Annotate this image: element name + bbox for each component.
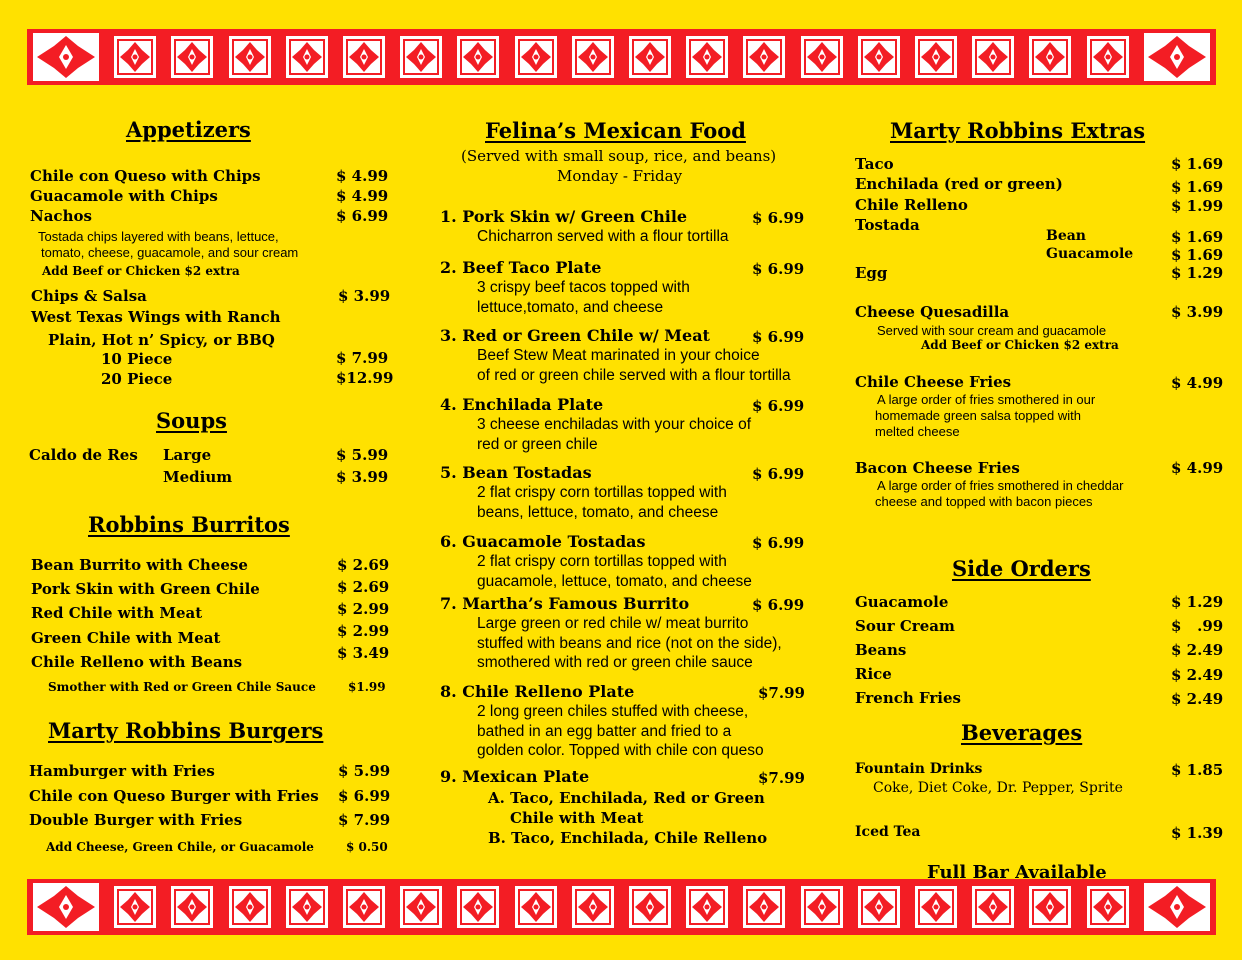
menu-item-price: $ 4.99: [1171, 459, 1224, 477]
plate-description: stuffed with beans and rice (not on the side),: [477, 634, 782, 652]
menu-item-price: $ 2.69: [337, 578, 390, 596]
menu-item-price: $ 1.39: [1171, 824, 1224, 842]
border-ornament-tile: [741, 884, 787, 930]
border-ornament-tile: [341, 884, 387, 930]
plate-price: $ 6.99: [752, 328, 805, 346]
plate-description: 2 flat crispy corn tortillas topped with: [477, 484, 727, 501]
item-description: A large order of fries smothered in our: [877, 392, 1096, 407]
menu-item-price: $ .99: [1171, 617, 1224, 635]
wings-flavors: Plain, Hot n’ Spicy, or BBQ: [48, 331, 275, 349]
menu-item-price: $ 4.99: [336, 167, 389, 185]
plate-name: 8. Chile Relleno Plate: [440, 682, 635, 701]
menu-item-price: $ 2.49: [1171, 690, 1224, 708]
plate-price: $ 6.99: [752, 465, 805, 483]
plate-price: $ 6.99: [752, 397, 805, 415]
bottom-decorative-border: [27, 879, 1216, 935]
item-note: Add Beef or Chicken $2 extra: [42, 264, 240, 278]
menu-item-name: Iced Tea: [855, 824, 921, 840]
menu-item-price: $ 4.99: [1171, 374, 1224, 392]
menu-item-price: $ 1.29: [1171, 264, 1224, 282]
plate-description: 3 crispy beef tacos topped with: [477, 279, 690, 296]
border-ornament-tile: [398, 34, 444, 80]
menu-item-name: Guacamole: [1046, 246, 1134, 262]
border-end-ornament: [1142, 881, 1212, 933]
plate-name: 9. Mexican Plate: [440, 767, 590, 786]
menu-item-name: Nachos: [30, 207, 92, 225]
menu-item-price: $ 1.85: [1171, 761, 1224, 779]
burritos-heading: Robbins Burritos: [88, 512, 290, 537]
menu-item-name: 10 Piece: [101, 350, 173, 368]
border-ornament-tile: [169, 34, 215, 80]
menu-item-name: Beans: [855, 641, 907, 659]
plate-price: $7.99: [758, 684, 805, 702]
border-end-ornament: [31, 881, 101, 933]
menu-item-size: Large: [163, 446, 212, 464]
menu-item-price: $ 7.99: [336, 349, 389, 367]
menu-item-price: $ 6.99: [336, 207, 389, 225]
burgers-heading: Marty Robbins Burgers: [48, 718, 324, 743]
menu-item-price: $ 3.99: [336, 468, 389, 486]
border-ornament-tile: [627, 884, 673, 930]
mexican-plate-option-a: A. Taco, Enchilada, Red or Green: [488, 789, 765, 807]
border-ornament-tile: [970, 34, 1016, 80]
item-description: melted cheese: [875, 424, 960, 439]
item-description: homemade green salsa topped with: [875, 408, 1081, 423]
border-end-ornament: [1142, 31, 1212, 83]
menu-item-name: Guacamole: [855, 593, 949, 611]
menu-item-name: Chile Cheese Fries: [855, 373, 1012, 391]
menu-item-name: Bacon Cheese Fries: [855, 459, 1020, 477]
felinas-subtitle: (Served with small soup, rice, and beans): [461, 147, 777, 165]
menu-item-name: Chile con Queso with Chips: [30, 167, 261, 185]
plate-name: 4. Enchilada Plate: [440, 395, 604, 414]
border-ornament-tile: [1085, 884, 1131, 930]
menu-item-name: Tostada: [855, 216, 920, 234]
plate-name: 5. Bean Tostadas: [440, 463, 592, 482]
plate-name: 1. Pork Skin w/ Green Chile: [440, 207, 688, 226]
plate-description: bathed in an egg batter and fried to a: [477, 722, 732, 740]
menu-item-name: West Texas Wings with Ranch: [31, 308, 281, 326]
item-description: Coke, Diet Coke, Dr. Pepper, Sprite: [873, 780, 1123, 796]
mexican-plate-option-a: Chile with Meat: [510, 809, 644, 827]
menu-item-name: Rice: [855, 665, 892, 683]
border-ornament-tile: [684, 884, 730, 930]
border-ornament-tile: [284, 34, 330, 80]
border-ornament-tile: [913, 34, 959, 80]
plate-price: $ 6.99: [752, 534, 805, 552]
full-bar-notice: Full Bar Available: [927, 862, 1107, 883]
plate-price: $7.99: [758, 769, 805, 787]
menu-item-name: Enchilada (red or green): [855, 175, 1063, 193]
border-ornament-tile: [513, 34, 559, 80]
item-description: Served with sour cream and guacamole: [877, 323, 1107, 338]
menu-item-name: Chips & Salsa: [31, 287, 147, 305]
felinas-heading: Felina’s Mexican Food: [485, 118, 746, 143]
menu-item-name: Egg: [855, 264, 888, 282]
plate-description: red or green chile: [477, 435, 598, 453]
menu-item-price: $ 2.99: [337, 622, 390, 640]
menu-item-name: Green Chile with Meat: [31, 629, 221, 647]
menu-item-name: Bean: [1046, 228, 1086, 244]
item-note: Add Beef or Chicken $2 extra: [921, 338, 1119, 352]
plate-description: golden color. Topped with chile con queso: [477, 742, 764, 759]
plate-description: 3 cheese enchiladas with your choice of: [477, 416, 751, 433]
menu-item-price: $ 5.99: [338, 762, 391, 780]
menu-item-name: Pork Skin with Green Chile: [31, 580, 260, 598]
plate-description: guacamole, lettuce, tomato, and cheese: [477, 572, 752, 590]
menu-item-name: Double Burger with Fries: [29, 811, 243, 829]
mexican-plate-option-b: B. Taco, Enchilada, Chile Relleno: [488, 829, 768, 847]
extras-heading: Marty Robbins Extras: [890, 118, 1146, 143]
menu-item-price: $1.99: [348, 680, 386, 694]
felinas-days: Monday - Friday: [557, 167, 683, 185]
item-description: Tostada chips layered with beans, lettuce,: [38, 229, 279, 244]
border-ornament-tile: [856, 34, 902, 80]
border-ornament-tile: [913, 884, 959, 930]
border-ornament-tile: [112, 34, 158, 80]
plate-price: $ 6.99: [752, 209, 805, 227]
menu-item-name: Chile Relleno: [855, 196, 968, 214]
border-ornament-tile: [169, 884, 215, 930]
top-decorative-border: [27, 29, 1216, 85]
plate-name: 2. Beef Taco Plate: [440, 258, 602, 277]
border-ornament-tile: [284, 884, 330, 930]
border-ornament-tile: [741, 34, 787, 80]
plate-description: 2 long green chiles stuffed with cheese,: [477, 703, 749, 720]
plate-description: Chicharron served with a flour tortilla: [477, 228, 729, 245]
menu-item-price: $12.99: [336, 369, 394, 387]
menu-item-name: Bean Burrito with Cheese: [31, 556, 248, 574]
border-ornament-tile: [970, 884, 1016, 930]
item-description: cheese and topped with bacon pieces: [875, 494, 1093, 509]
menu-item-price: $ 5.99: [336, 446, 389, 464]
appetizers-heading: Appetizers: [126, 117, 251, 142]
plate-name: 3. Red or Green Chile w/ Meat: [440, 326, 710, 345]
menu-item-price: $ 1.69: [1171, 228, 1224, 246]
menu-item-price: $ 1.29: [1171, 593, 1224, 611]
plate-description: smothered with red or green chile sauce: [477, 654, 753, 671]
menu-item-price: $ 3.99: [1171, 303, 1224, 321]
menu-item-name: Sour Cream: [855, 617, 955, 635]
menu-item-price: $ 2.69: [337, 556, 390, 574]
side-orders-heading: Side Orders: [952, 556, 1091, 581]
border-ornament-tile: [627, 34, 673, 80]
menu-item-name: Fountain Drinks: [855, 761, 983, 777]
menu-item-price: $ 1.69: [1171, 178, 1224, 196]
menu-item-name: Caldo de Res: [29, 446, 138, 464]
menu-item-price: $ 1.99: [1171, 197, 1224, 215]
menu-item-price: $ 1.69: [1171, 246, 1224, 264]
plate-name: 7. Martha’s Famous Burrito: [440, 594, 690, 613]
plate-description: lettuce,tomato, and cheese: [477, 298, 664, 316]
burger-addon: Add Cheese, Green Chile, or Guacamole: [46, 840, 314, 854]
menu-item-price: $ 2.49: [1171, 666, 1224, 684]
border-ornament-tile: [398, 884, 444, 930]
border-ornament-tile: [570, 884, 616, 930]
menu-item-price: $ 4.99: [336, 187, 389, 205]
menu-item-price: $ 2.99: [337, 600, 390, 618]
menu-item-name: French Fries: [855, 689, 961, 707]
plate-price: $ 6.99: [752, 260, 805, 278]
menu-item-name: Cheese Quesadilla: [855, 303, 1010, 321]
menu-item-name: Red Chile with Meat: [31, 604, 203, 622]
menu-item-price: $ 3.99: [338, 287, 391, 305]
border-ornament-tile: [227, 34, 273, 80]
menu-item-price: $ 0.50: [346, 840, 388, 854]
plate-description: of red or green chile served with a flour tortilla: [477, 366, 791, 384]
item-description: A large order of fries smothered in cheddar: [877, 478, 1124, 493]
border-end-ornament: [31, 31, 101, 83]
menu-item-name: Guacamole with Chips: [30, 187, 218, 205]
menu-item-name: Chile Relleno with Beans: [31, 653, 243, 671]
border-ornament-tile: [513, 884, 559, 930]
border-ornament-tile: [1027, 884, 1073, 930]
border-ornament-tile: [455, 34, 501, 80]
menu-item-price: $ 7.99: [338, 811, 391, 829]
border-ornament-tile: [227, 884, 273, 930]
menu-item-name: Taco: [855, 155, 894, 173]
menu-item-name: Chile con Queso Burger with Fries: [29, 787, 319, 805]
plate-description: 2 flat crispy corn tortillas topped with: [477, 553, 727, 570]
border-ornament-tile: [1027, 34, 1073, 80]
plate-description: Beef Stew Meat marinated in your choice: [477, 347, 760, 364]
border-ornament-tile: [570, 34, 616, 80]
border-ornament-tile: [799, 884, 845, 930]
soups-heading: Soups: [156, 408, 227, 433]
menu-item-price: $ 2.49: [1171, 641, 1224, 659]
border-ornament-tile: [341, 34, 387, 80]
beverages-heading: Beverages: [961, 720, 1083, 745]
border-ornament-tile: [799, 34, 845, 80]
border-ornament-tile: [1085, 34, 1131, 80]
border-ornament-tile: [455, 884, 501, 930]
burrito-smother-option: Smother with Red or Green Chile Sauce: [48, 680, 316, 694]
plate-price: $ 6.99: [752, 596, 805, 614]
plate-name: 6. Guacamole Tostadas: [440, 532, 646, 551]
menu-item-name: 20 Piece: [101, 370, 173, 388]
border-ornament-tile: [684, 34, 730, 80]
plate-description: Large green or red chile w/ meat burrito: [477, 615, 749, 632]
menu-item-name: Hamburger with Fries: [29, 762, 215, 780]
menu-item-size: Medium: [163, 468, 233, 486]
plate-description: beans, lettuce, tomato, and cheese: [477, 503, 719, 521]
border-ornament-tile: [856, 884, 902, 930]
menu-item-price: $ 3.49: [337, 644, 390, 662]
menu-item-price: $ 1.69: [1171, 155, 1224, 173]
item-description: tomato, cheese, guacamole, and sour cream: [41, 245, 299, 260]
menu-item-price: $ 6.99: [338, 787, 391, 805]
border-ornament-tile: [112, 884, 158, 930]
